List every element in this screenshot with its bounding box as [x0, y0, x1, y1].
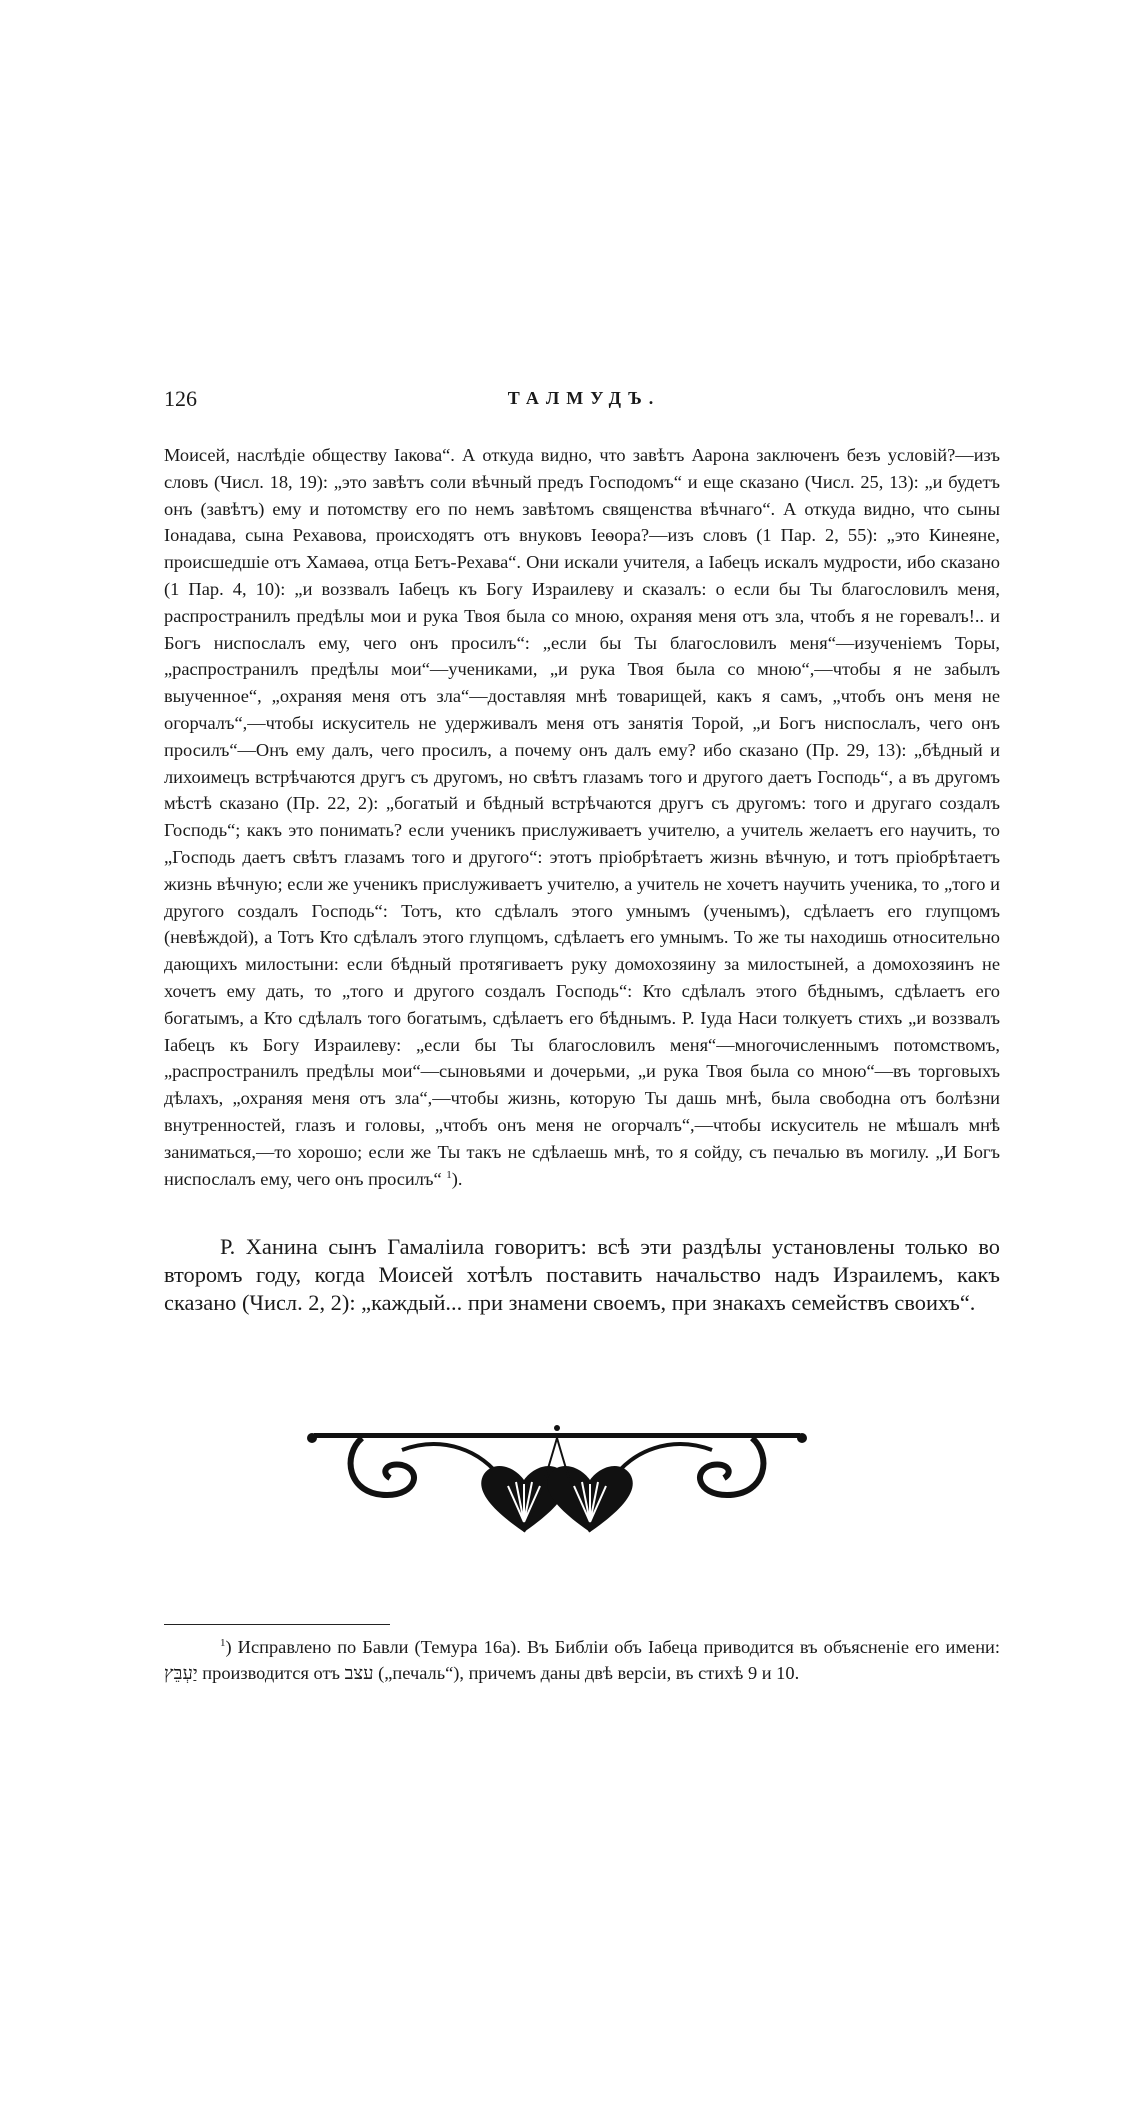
- body-small-paragraph: [164, 442, 1000, 1192]
- page-number: 126: [164, 386, 197, 411]
- body-small-end: ).: [451, 1168, 463, 1189]
- footnote: [164, 1634, 1000, 1686]
- footnote-divider: [164, 1624, 390, 1625]
- body-large-paragraph: Р. Ханина сынъ Гамаліила говоритъ: всѣ эти раздѣлы установлены только во второмъ году, когда Моисей хотѣлъ поставить начальство надъ Израилемъ, какъ сказано (Числ. 2, 2): „каждый... при знамени своемъ, при знакахъ семействъ своихъ“.: [164, 1234, 1000, 1315]
- footnote-text-2: производится отъ: [197, 1663, 345, 1683]
- footnote-text-1: ) Исправлено по Бавли (Темура 16а). Въ Библіи объ Іабеца приводится въ объясненіе его имени:: [225, 1637, 1000, 1657]
- footnote-mark: 1: [220, 1636, 226, 1649]
- footnote-reference: 1: [446, 1168, 452, 1181]
- footnote-text-3: („печаль“), причемъ даны двѣ версіи, въ стихѣ 9 и 10.: [373, 1663, 800, 1683]
- footnote-hebrew-1: יַעְבֵּץ: [164, 1663, 198, 1683]
- page-header: [164, 386, 1004, 416]
- body-small-text: Моисей, наслѣдіе обществу Іакова“. А откуда видно, что завѣтъ Аарона заключенъ безъ условій?—изъ словъ (Числ. 18, 19): „это завѣтъ соли вѣчный предъ Господомъ“ и еще сказано (Числ. 25, 13): „и будетъ онъ (завѣтъ) ему и потомству его по немъ завѣтомъ священства вѣчнаго“. А откуда видно, что сыны Іонадава, сына Рехавова, происходятъ отъ внуковъ Іеѳора?—изъ словъ (1 Пар. 2, 55): „это Кинеяне, происшедшіе отъ Хамаѳа, отца Бетъ-Рехава“. Они искали учителя, а Іабецъ искалъ мудрости, ибо сказано (1 Пар. 4, 10): „и воззвалъ Іабецъ къ Богу Израилеву и сказалъ: о если бы Ты благословилъ меня, распространилъ предѣлы мои и рука Твоя была со мною, охраняя меня отъ зла, чтобъ я не горевалъ!.. и Богъ ниспослалъ ему, чего онъ просилъ“: „если бы Ты благословилъ меня“—изученіемъ Торы, „распространилъ предѣлы мои“—учениками, „и рука Твоя была со мною“,—чтобы я не забылъ выученное“, „охраняя меня отъ зла“—доставляя мнѣ товарищей, какъ я самъ, „чтобъ онъ меня не огорчалъ“,—чтобы искуситель не удерживалъ меня отъ занятія Торой, „и Богъ ниспослалъ, чего онъ просилъ“—Онъ ему далъ, чего просилъ, а почему онъ далъ ему? ибо сказано (Пр. 29, 13): „бѣдный и лихоимецъ встрѣчаются другъ съ другомъ, но свѣтъ глазамъ того и другого даетъ Господь“, а въ другомъ мѣстѣ сказано (Пр. 22, 2): „богатый и бѣдный встрѣчаются другъ съ другомъ: того и другаго создалъ Господь“; какъ это понимать? если ученикъ прислуживаетъ учителю, а учитель желаетъ его научить, то „Господь даетъ свѣтъ глазамъ того и другого“: этотъ пріобрѣтаетъ жизнь вѣчную, и тотъ пріобрѣтаетъ жизнь вѣчную; если же ученикъ прислуживаетъ учителю, а учитель не хочетъ научить ученика, то „того и другого создалъ Господь“: Тотъ, кто сдѣлалъ этого умнымъ (ученымъ), сдѣлаетъ его глупцомъ (невѣждой), а Тотъ Кто сдѣлалъ этого глупцомъ, сдѣлаетъ его умнымъ. То же ты находишь относительно дающихъ милостыни: если бѣдный протягиваетъ руку домохозяину за милостыней, а домохозяинъ не хочетъ ему дать, то „того и другого создалъ Господь“: Кто сдѣлалъ этого бѣднымъ, сдѣлаетъ его богатымъ, а Кто сдѣлалъ того богатымъ, сдѣлаетъ его бѣднымъ. Р. Іуда Наси толкуетъ стихъ „и воззвалъ Іабецъ къ Богу Израилеву: „если бы Ты благословилъ меня“—многочисленнымъ потомствомъ, „распространилъ предѣлы мои“—сыновьями и дочерьми, „и рука Твоя была со мною“—въ торговыхъ дѣлахъ, „охраняя меня отъ зла“,—чтобы жизнь, которую Ты дашь мнѣ, была свободна отъ болѣзни внутренностей, глазъ и головы, „чтобъ онъ меня не огорчалъ“,—чтобы искуситель не мѣшалъ мнѣ заниматься,—то хорошо; если же Ты такъ не сдѣлаешь мнѣ, то я сойду, съ печалью въ могилу. „И Богъ ниспослалъ ему, чего онъ просилъ“: [164, 445, 1000, 1189]
- running-title: ТАЛМУДЪ.: [507, 388, 661, 408]
- footnote-hebrew-2: עצב: [344, 1663, 374, 1683]
- decorative-ornament-icon: [302, 1410, 812, 1535]
